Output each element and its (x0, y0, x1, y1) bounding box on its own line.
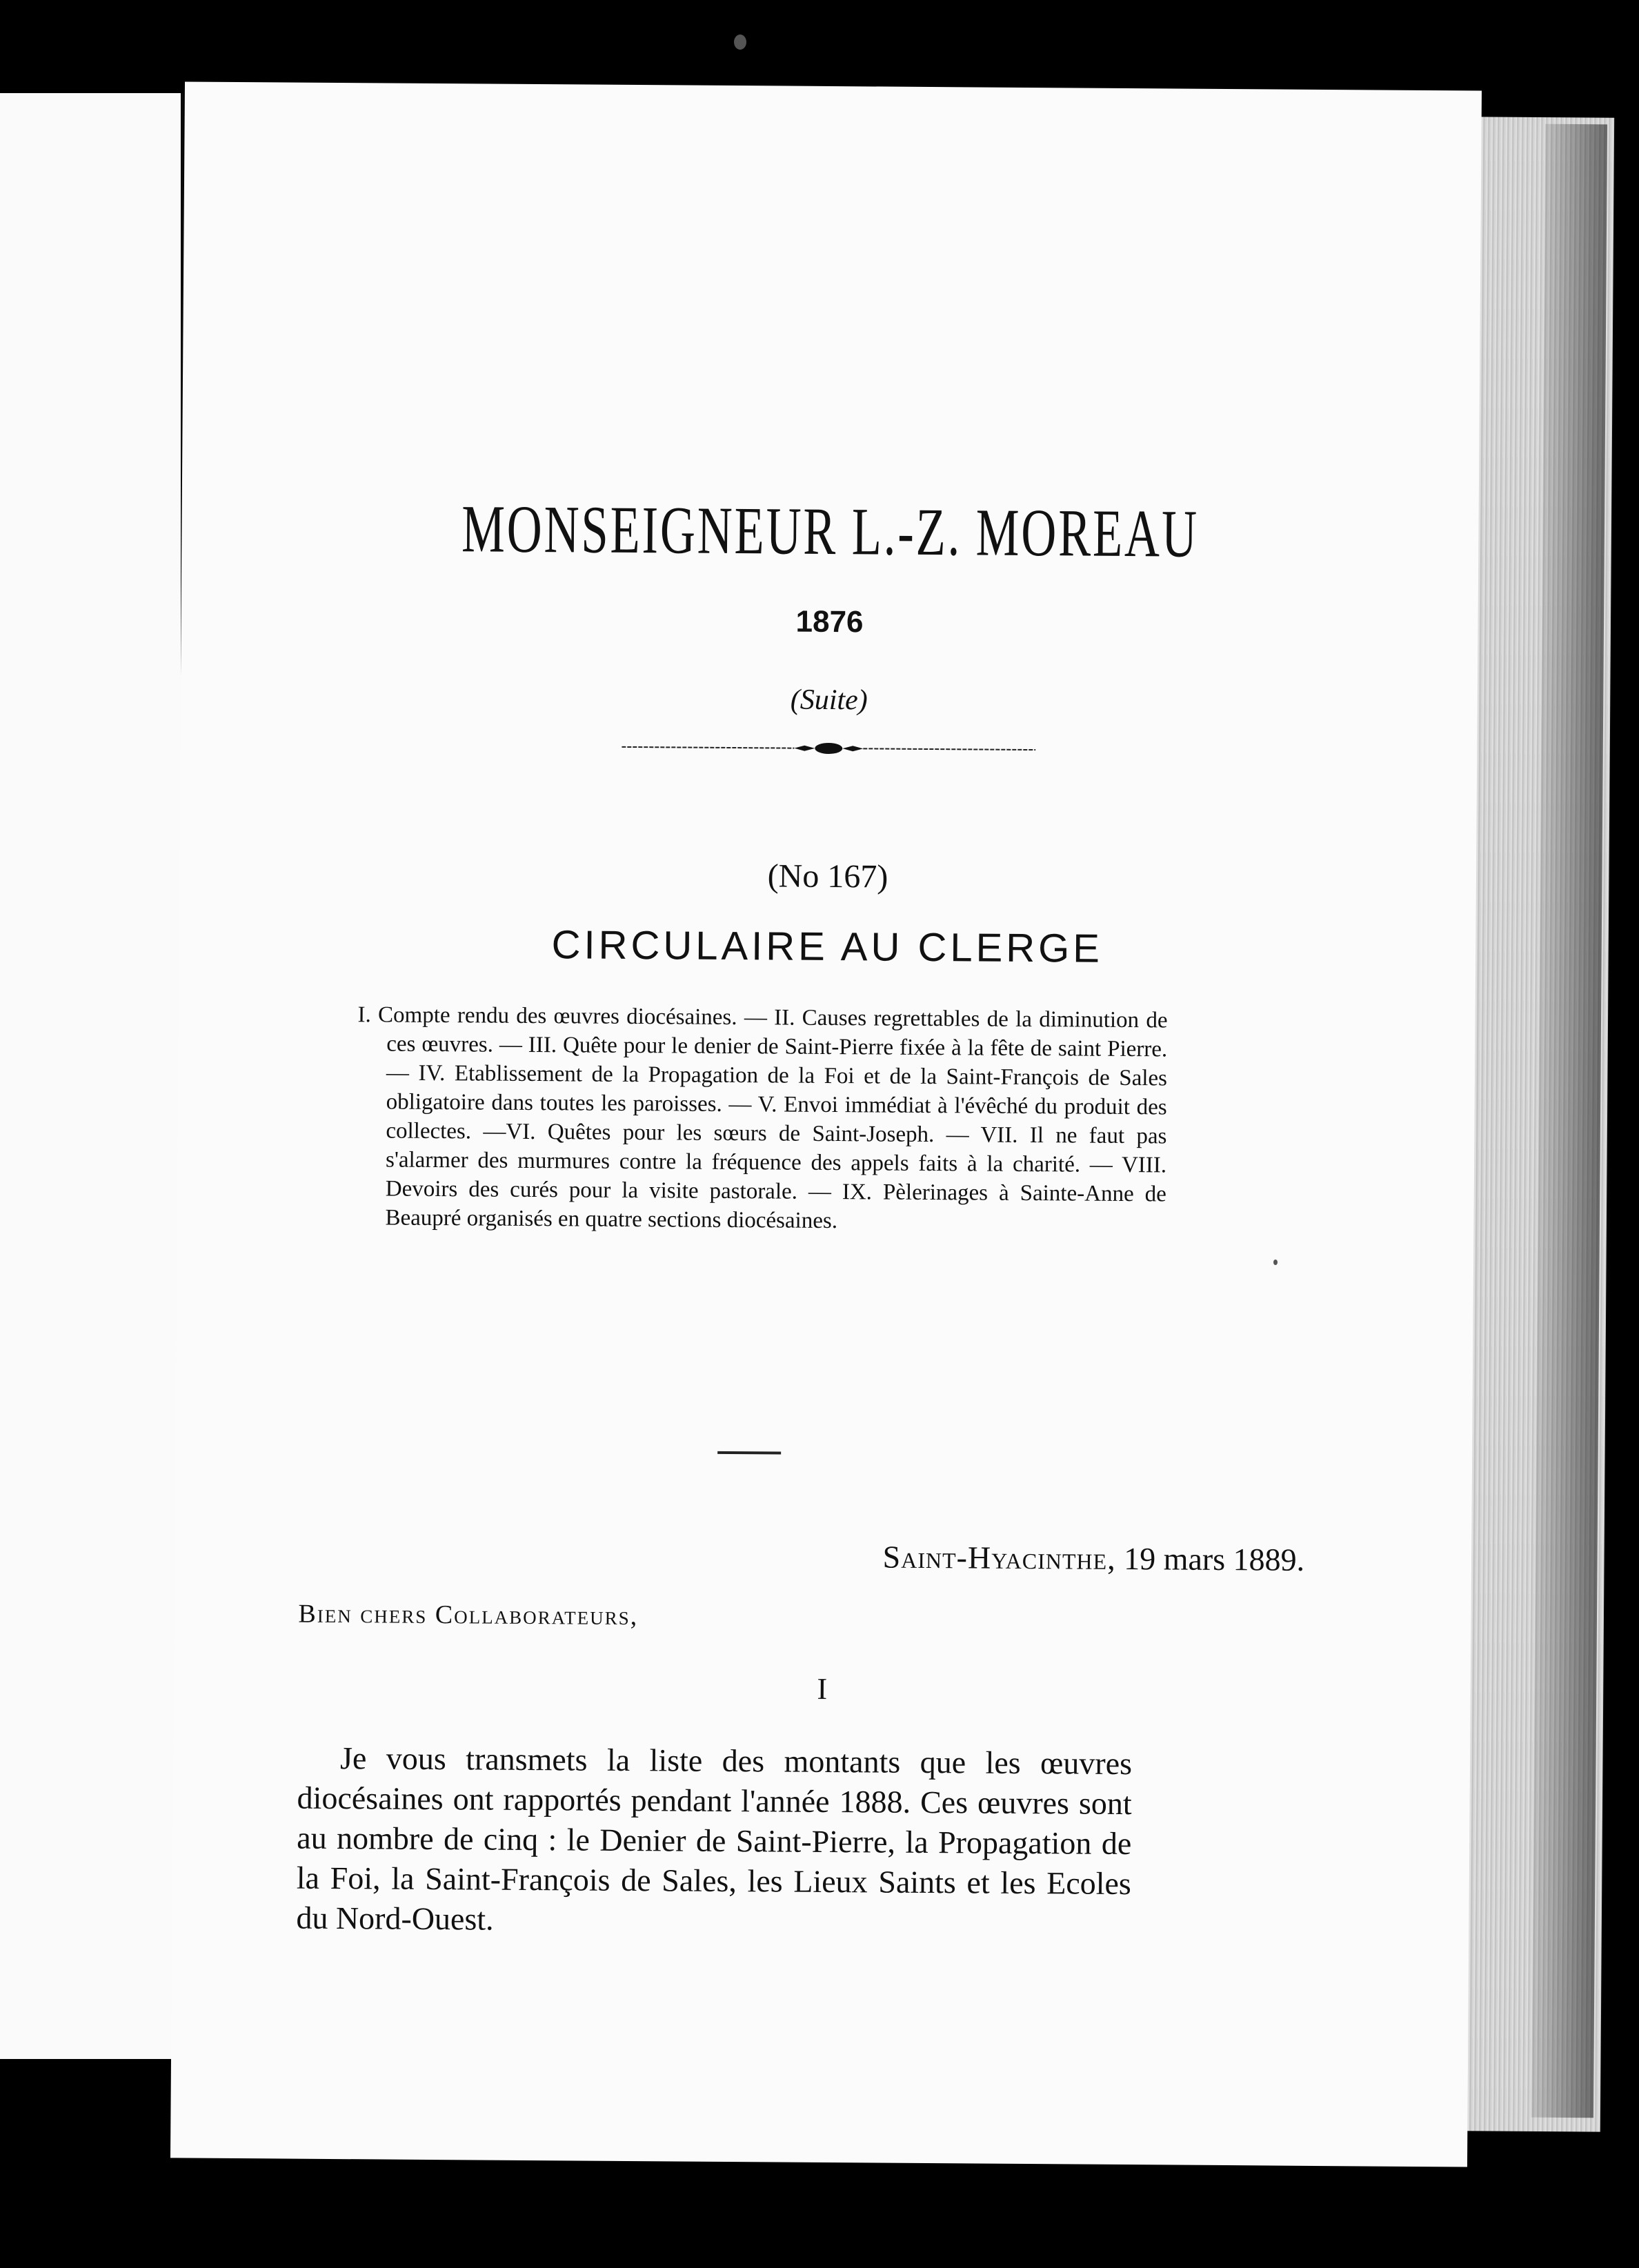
section-number: I (817, 1671, 828, 1706)
dust-speck (734, 34, 746, 50)
letter-date: 19 mars 1889. (1124, 1540, 1305, 1578)
summary-paragraph: I. Compte rendu des œuvres diocésaines. — II. Causes regrettables de la diminution de ces œuvres. — III. Quête pour le denier de Saint-Pierre fixée à la fête de saint Pierre. — IV. Etablissement de la Propagation de la Foi et de la Saint-François de Sales obligatoire dans toutes les paroisses. — V. Envoi immédiat à l'évêché du produit des collectes. —VI. Quêtes pour les sœurs de Saint-Joseph. — VII. Il ne faut pas s'alarmer des murmures contre la fréquence des appels faits à la charité. — VIII. Devoirs des curés pour la visite pastorale. — IX. Pèlerinages à Sainte-Anne de Beaupré organisés en quatre sections diocésaines. (357, 1002, 1168, 1234)
year-heading: 1876 (795, 604, 864, 639)
salutation: Bien chers Collaborateurs, (298, 1599, 639, 1631)
section-rule (717, 1451, 781, 1455)
suite-label: (Suite) (790, 684, 868, 717)
place-name: Saint-Hyacinthe, (882, 1539, 1116, 1576)
document-page (170, 81, 1482, 2167)
circular-number: (No 167) (767, 857, 888, 895)
body-paragraph: Je vous transmets la liste des montants que les œuvres diocésaines ont rapportés pendant l'année 1888. Ces œuvres sont au nombre de cinq : le Denier de Saint-Pierre, la Propagation de la Foi, la Saint-François de Sales, les Lieux Saints et les Ecoles du Nord-Ouest. (296, 1740, 1133, 1937)
circular-heading: CIRCULAIRE AU CLERGE (551, 922, 1104, 971)
place-date-line (882, 1539, 1304, 1578)
dust-speck (1273, 1260, 1278, 1265)
ornament-divider-icon (622, 740, 1035, 757)
page-content (170, 81, 1482, 2167)
page-title: MONSEIGNEUR L.-Z. MOREAU (461, 492, 1200, 572)
left-page-edge (0, 93, 183, 2059)
